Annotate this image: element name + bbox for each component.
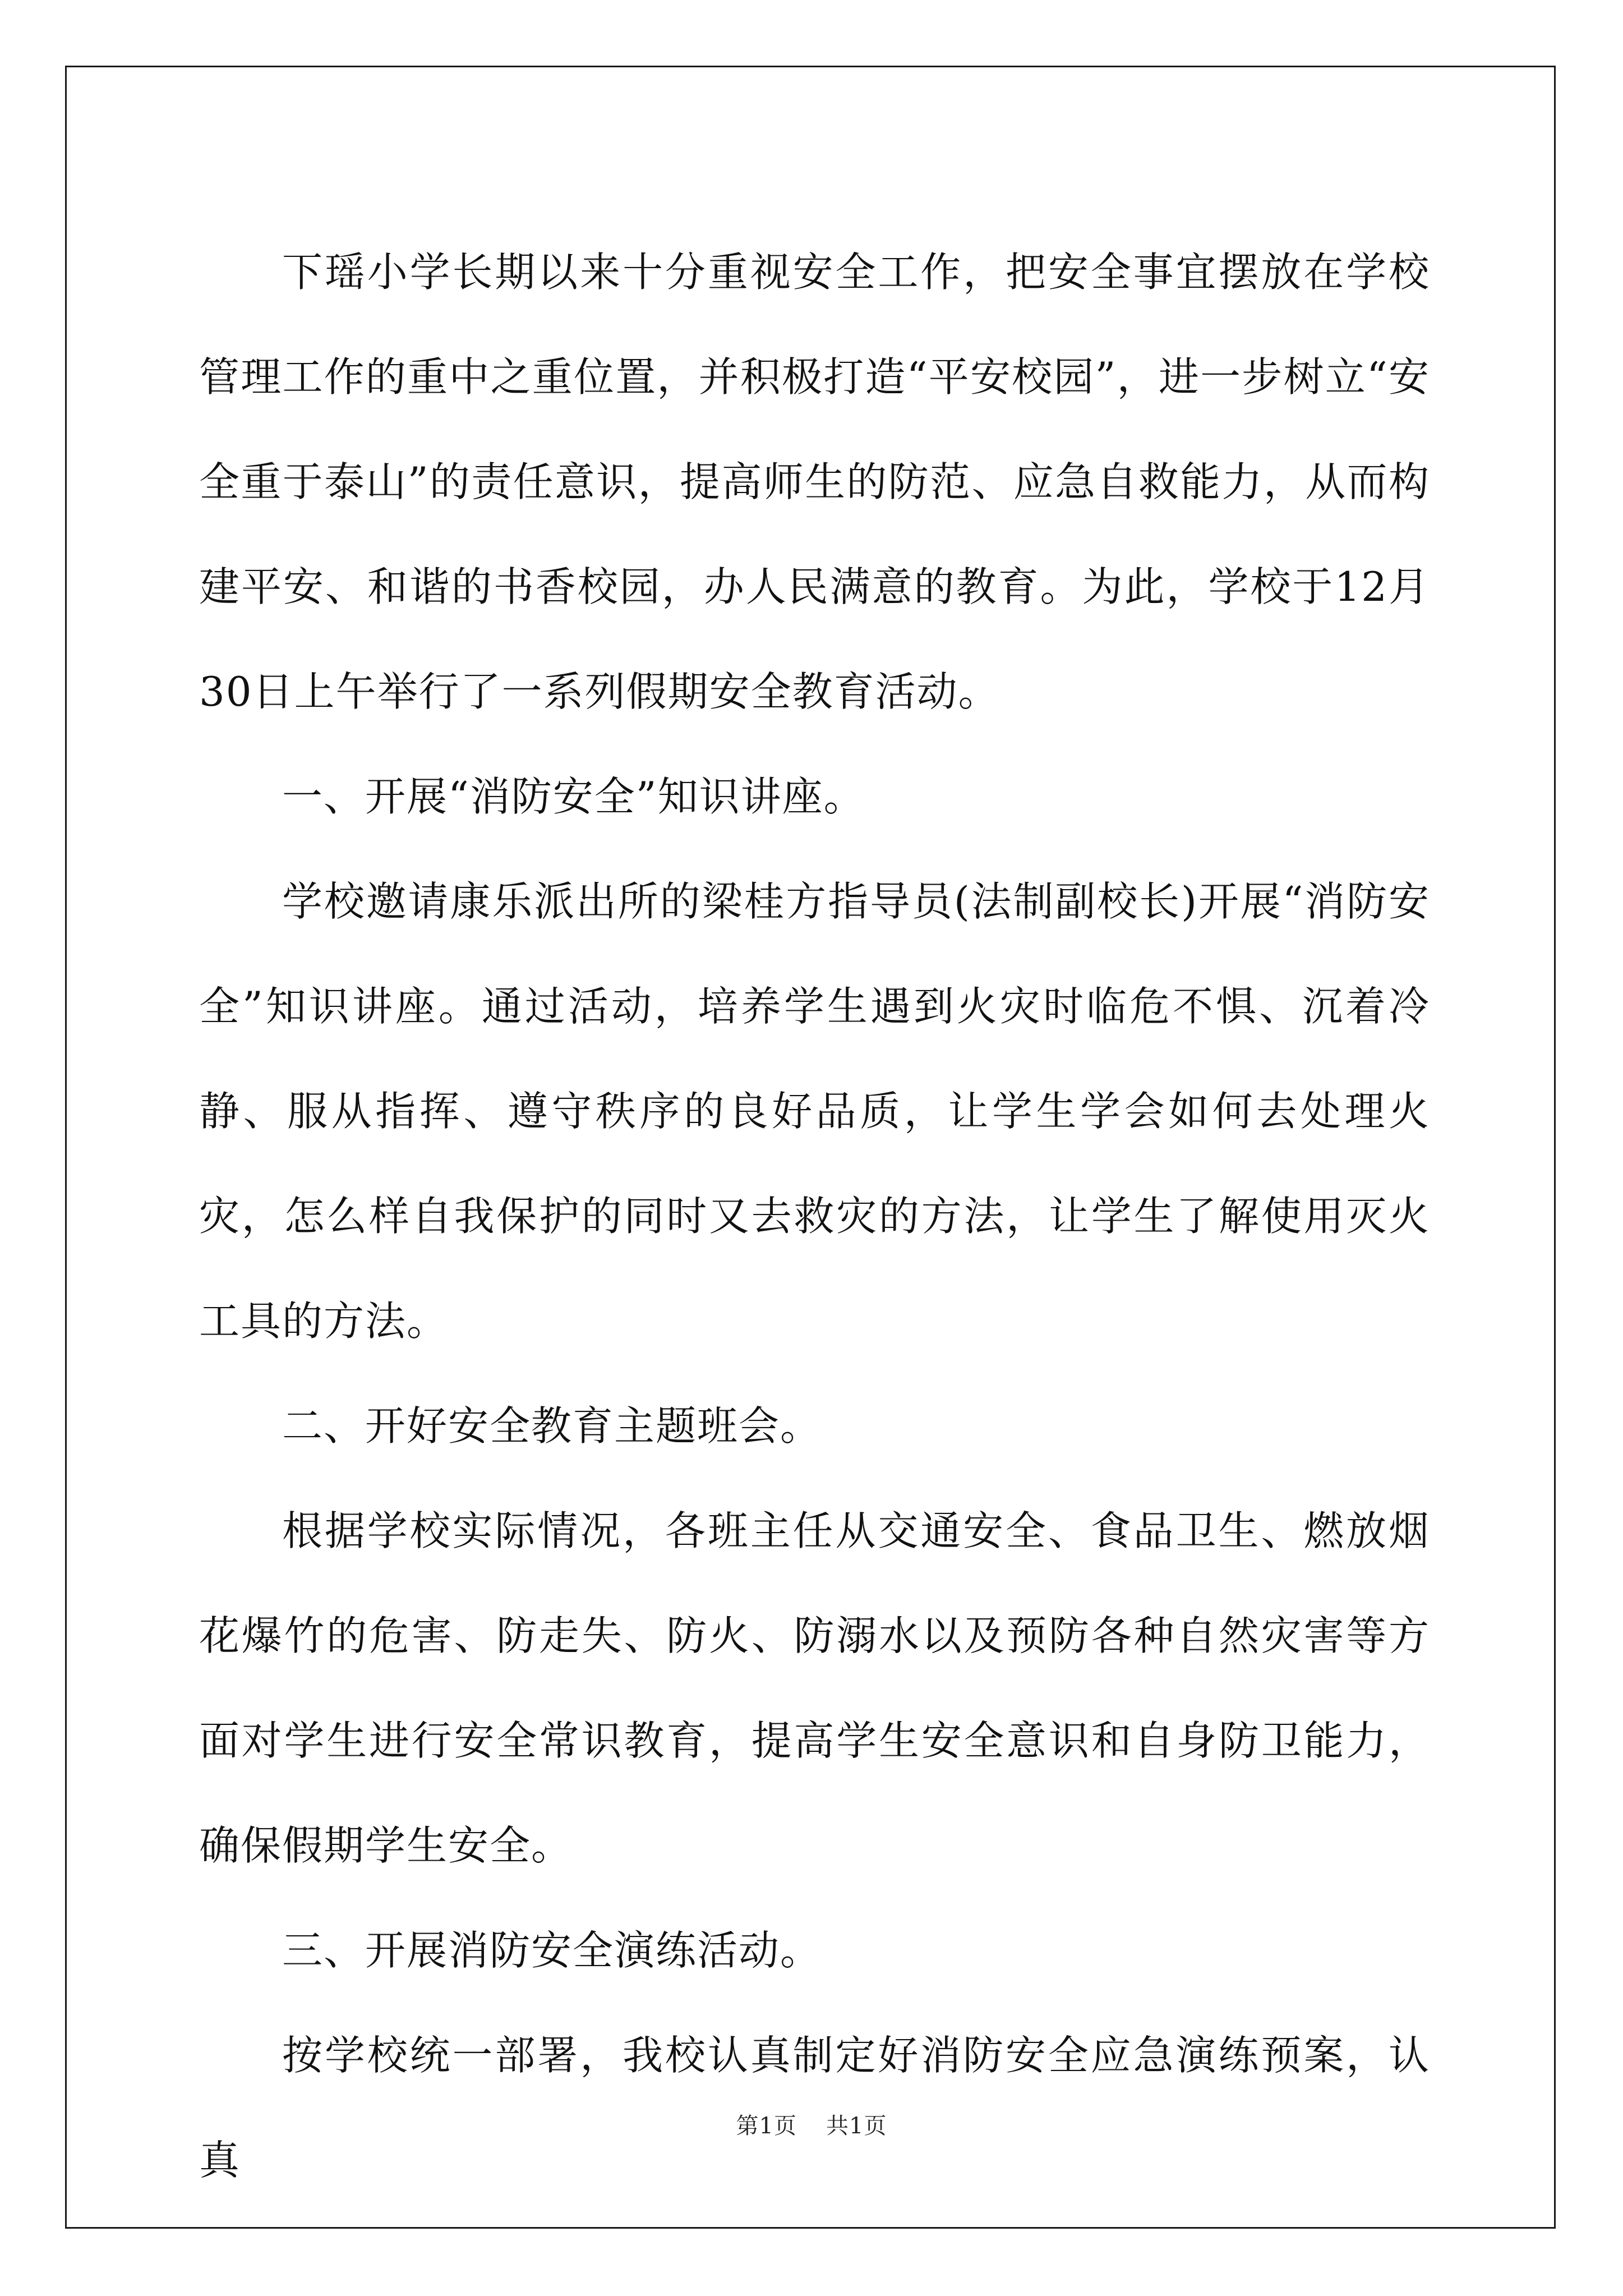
paragraph-fire-lecture: 学校邀请康乐派出所的梁桂方指导员(法制副校长)开展“消防安全”知识讲座。通过活动，培养学生遇到火灾时临危不惧、沉着冷静、服从指挥、遵守秩序的良好品质，让学生学会如何去处理火灾，怎么样自我保护的同时又去救灾的方法，让学生了解使用灭火工具的方法。 — [199, 878, 1430, 1345]
paragraph-intro: 下瑶小学长期以来十分重视安全工作，把安全事宜摆放在学校管理工作的重中之重位置，并积极打造“平安校园”，进一步树立“安全重于泰山”的责任意识，提高师生的防范、应急自救能力，从而构建平安、和谐的书香校园，办人民满意的教育。为此，学校于12月30日上午举行了一系列假期安全教育活动。 — [199, 249, 1430, 715]
page-number-total: 共1页 — [826, 2113, 887, 2139]
paragraph-class-meeting: 根据学校实际情况，各班主任从交通安全、食品卫生、燃放烟花爆竹的危害、防走失、防火、防溺水以及预防各种自然灾害等方面对学生进行安全常识教育，提高学生安全意识和自身防卫能力，确保假期学生安全。 — [199, 1507, 1430, 1869]
page-footer — [0, 2108, 1623, 2140]
paragraph-fire-drill: 按学校统一部署，我校认真制定好消防安全应急演练预案，认真 — [199, 2032, 1430, 2184]
page-number-current: 第1页 — [736, 2113, 797, 2139]
document-body — [199, 220, 1430, 2213]
section-heading-3: 三、开展消防安全演练活动。 — [282, 1927, 822, 1974]
section-heading-1: 一、开展“消防安全”知识讲座。 — [282, 773, 865, 820]
section-heading-2: 二、开好安全教育主题班会。 — [282, 1402, 822, 1450]
